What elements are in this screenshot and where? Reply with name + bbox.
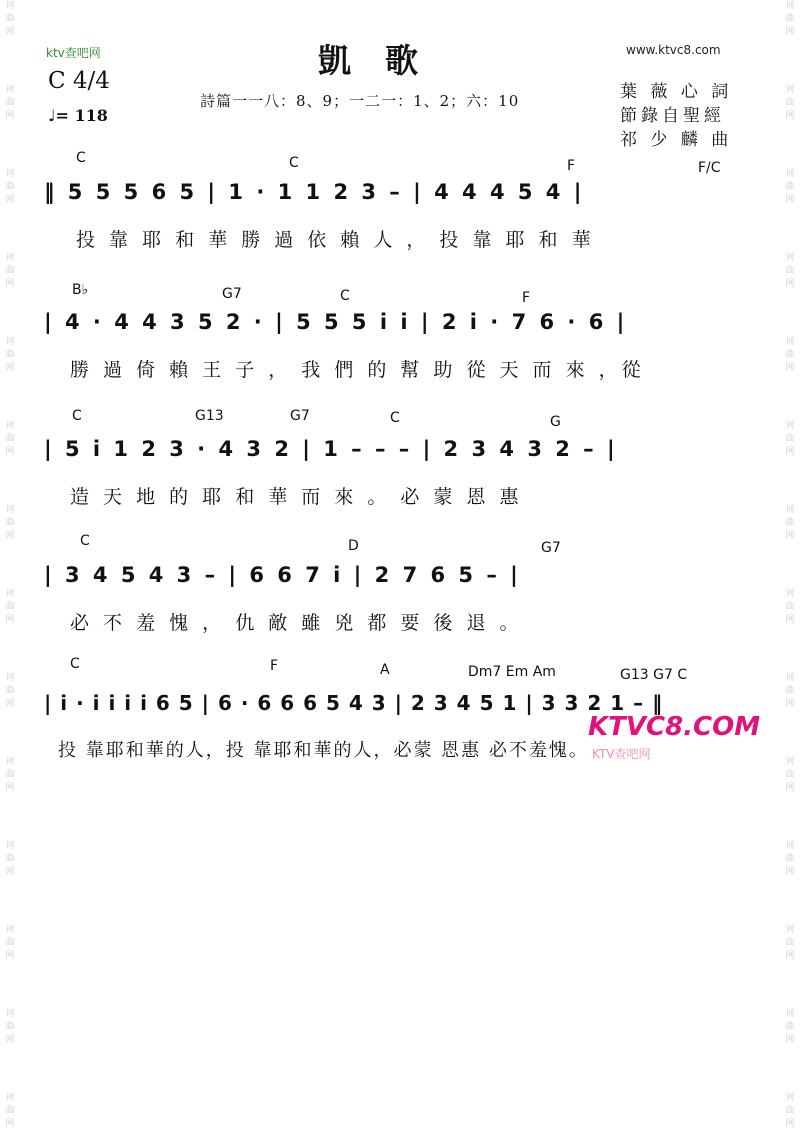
- notation-line-2: | 4 · 4 4 3 5 2 · | 5 5 5 i i | 2 i · 7 6 · 6 |: [44, 310, 628, 334]
- lyrics-line-4: 必 不 羞 愧 ， 仇 敵 雖 兇 都 要 後 退 。: [70, 612, 523, 634]
- notation-line-4: | 3 4 5 4 3 – | 6 6 7 i | 2 7 6 5 – |: [44, 563, 521, 587]
- lyrics-line-2: 勝 過 倚 賴 王 子 ， 我 們 的 幫 助 從 天 而 來 ，從: [70, 359, 645, 381]
- chord-label: C: [70, 656, 80, 672]
- chord-label: C: [390, 410, 400, 426]
- site-watermark-top-right: www.ktvc8.com: [626, 43, 721, 57]
- chord-label: C: [80, 533, 90, 549]
- chord-label: F/C: [698, 160, 721, 176]
- composer-credit: 祁 少 麟 曲: [620, 130, 733, 150]
- chord-label: C: [72, 408, 82, 424]
- song-credits: [620, 80, 732, 152]
- chord-label: Dm7 Em Am: [468, 664, 556, 680]
- site-watermark-top-left: ktv查吧网: [46, 46, 101, 60]
- chord-label: G: [550, 414, 561, 430]
- lyrics-line-1: 投 靠 耶 和 華 勝 過 依 賴 人 ， 投 靠 耶 和 華: [76, 229, 595, 251]
- chord-label: F: [567, 158, 576, 174]
- side-watermark-right: 诃 曲 网 诃 曲 网 诃 曲 网 诃 曲 网 诃 曲 网 诃 曲 网 诃 曲 网 诃 曲 网 诃 曲 网 诃 曲 网 诃 曲 网 诃 曲 网 诃 曲 网 诃 曲 网: [785, 1, 795, 1129]
- chord-label: D: [348, 538, 359, 554]
- chord-label: G7: [541, 540, 561, 556]
- notation-line-5: | i · i i i i 6 5 | 6 · 6 6 6 5 4 3 | 2 3 4 5 1 | 3 3 2 1 – ‖: [44, 691, 664, 715]
- chord-label: C: [289, 155, 299, 171]
- chord-label: C: [340, 288, 350, 304]
- chord-label: B♭: [72, 282, 89, 298]
- key-signature: C 4/4: [48, 68, 110, 94]
- chord-label: F: [522, 290, 531, 306]
- chord-label: F: [270, 658, 279, 674]
- chord-label: A: [380, 662, 390, 678]
- lyricist-credit: 葉 薇 心 詞: [620, 82, 733, 102]
- chord-label: C: [76, 150, 86, 166]
- song-title: 凱歌: [318, 41, 452, 80]
- lyrics-line-5: 投 靠耶和華的人，投 靠耶和華的人，必蒙 恩惠 必不羞愧。: [58, 740, 589, 761]
- tempo-marking: ♩= 118: [48, 106, 108, 125]
- chord-label: G13 G7 C: [620, 667, 688, 683]
- chord-label: G7: [222, 286, 242, 302]
- notation-line-3: | 5 i 1 2 3 · 4 3 2 | 1 – – – | 2 3 4 3 2 – |: [44, 437, 618, 461]
- chord-label: G13: [195, 408, 224, 424]
- side-watermark-left: 诃 曲 网 诃 曲 网 诃 曲 网 诃 曲 网 诃 曲 网 诃 曲 网 诃 曲 网 诃 曲 网 诃 曲 网 诃 曲 网 诃 曲 网 诃 曲 网 诃 曲 网 诃 曲 网: [5, 1, 15, 1129]
- notation-line-1: ‖ 5 5 5 6 5 | 1 · 1 1 2 3 – | 4 4 4 5 4 |: [44, 180, 585, 204]
- scripture-reference: 詩篇一一八：8、9；一二一：1、2；六：10: [200, 92, 520, 110]
- chord-label: G7: [290, 408, 310, 424]
- site-logo: KTVC8.COM: [588, 712, 761, 742]
- source-credit: 節錄自聖經: [620, 106, 725, 126]
- lyrics-line-3: 造 天 地 的 耶 和 華 而 來 。 必 蒙 恩 惠: [70, 486, 523, 508]
- site-logo-subtitle: KTV查吧网: [592, 747, 651, 761]
